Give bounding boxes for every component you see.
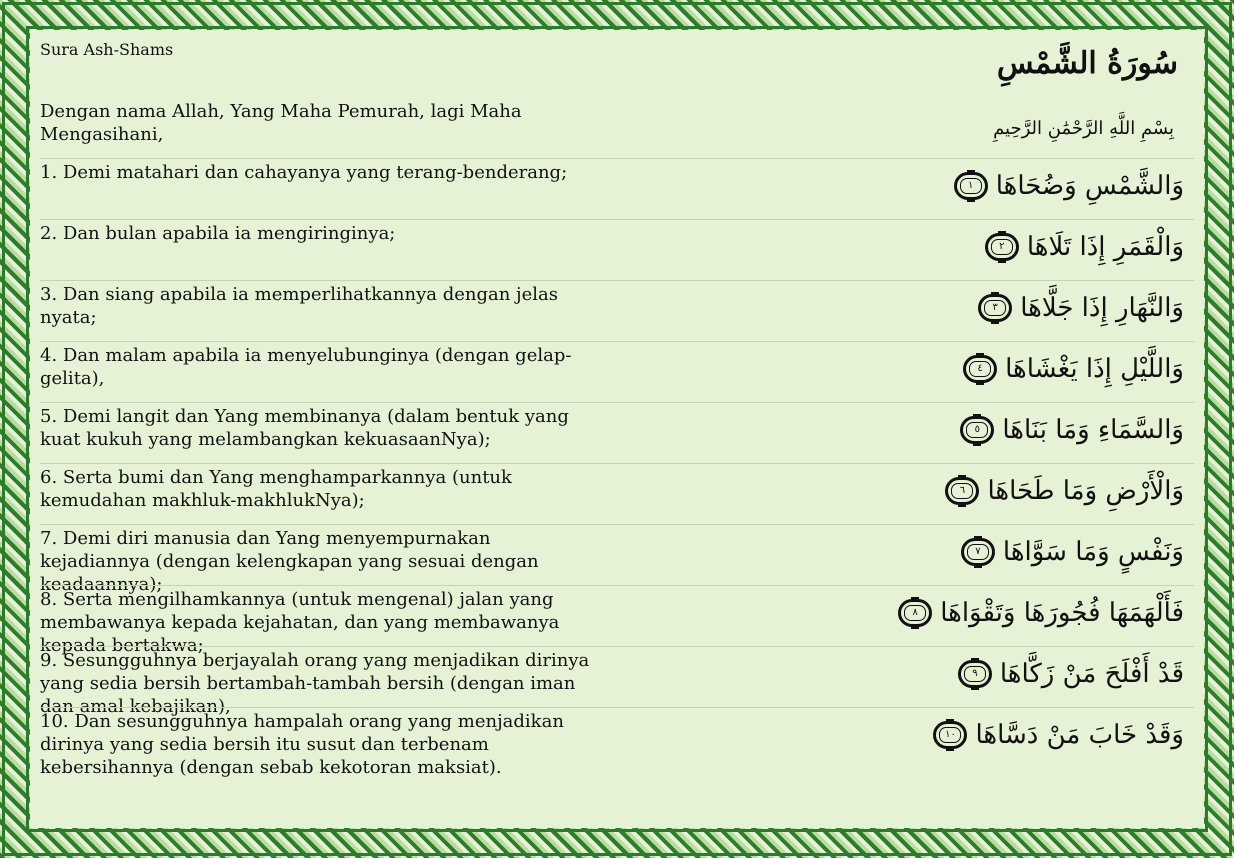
verse-arabic-text: وَاللَّيْلِ إِذَا يَغْشَاهَا xyxy=(1005,354,1184,384)
ayah-number: ٣ xyxy=(984,300,1006,316)
verse-translation: 9. Sesungguhnya berjayalah orang yang menjadikan dirinya yang sedia bersih bertambah-tambah bersih (dengan iman dan amal kebajikan), xyxy=(40,650,590,717)
ayah-number: ٨ xyxy=(904,605,926,621)
verse-arabic xyxy=(963,354,1184,384)
verse-row xyxy=(40,707,1194,778)
verse-translation: 1. Demi matahari dan cahayanya yang terang-benderang; xyxy=(40,162,568,183)
verse-list xyxy=(40,158,1194,778)
ayah-number-icon xyxy=(963,355,997,383)
verse-translation: 5. Demi langit dan Yang membinanya (dalam bentuk yang kuat kukuh yang melambangkan kekuasaanNya); xyxy=(40,406,569,450)
verse-row xyxy=(40,524,1194,595)
verse-row xyxy=(40,646,1194,717)
ayah-number: ٢ xyxy=(991,239,1013,255)
verse-arabic-text: فَأَلْهَمَهَا فُجُورَهَا وَتَقْوَاهَا xyxy=(940,598,1184,628)
verse-arabic-text: وَالنَّهَارِ إِذَا جَلَّاهَا xyxy=(1020,293,1184,323)
ayah-number: ١ xyxy=(960,178,982,194)
ayah-number: ٧ xyxy=(967,544,989,560)
verse-translation: 8. Serta mengilhamkannya (untuk mengenal) jalan yang membawanya kepada kejahatan, dan yang membawanya kepada bertakwa; xyxy=(40,589,560,656)
ayah-number: ٦ xyxy=(951,483,973,499)
verse-arabic xyxy=(960,415,1184,445)
ayah-number-icon xyxy=(898,599,932,627)
verse-arabic xyxy=(945,476,1184,506)
verse-translation: 4. Dan malam apabila ia menyelubunginya (dengan gelap-gelita), xyxy=(40,345,572,389)
verse-arabic xyxy=(985,232,1184,262)
ayah-number-icon xyxy=(978,294,1012,322)
verse-arabic-text: وَالسَّمَاءِ وَمَا بَنَاهَا xyxy=(1002,415,1184,445)
verse-row xyxy=(40,280,1194,341)
verse-arabic-text: قَدْ أَفْلَحَ مَنْ زَكَّاهَا xyxy=(999,659,1184,689)
verse-row xyxy=(40,402,1194,463)
ayah-number-icon xyxy=(954,172,988,200)
ayah-number: ١٠ xyxy=(939,727,961,743)
ayah-number: ٤ xyxy=(969,361,991,377)
verse-translation: 3. Dan siang apabila ia memperlihatkannya dengan jelas nyata; xyxy=(40,284,559,328)
verse-translation: 2. Dan bulan apabila ia mengiringinya; xyxy=(40,223,396,244)
verse-row xyxy=(40,341,1194,402)
verse-arabic-text: وَالشَّمْسِ وَضُحَاهَا xyxy=(995,171,1184,201)
verse-arabic xyxy=(898,598,1184,628)
ayah-number: ٩ xyxy=(964,666,986,682)
ayah-number: ٥ xyxy=(966,422,988,438)
verse-row xyxy=(40,463,1194,524)
bismillah-arabic: بِسْمِ اللَّهِ الرَّحْمَٰنِ الرَّحِيمِ xyxy=(993,118,1174,139)
sura-content xyxy=(40,38,1194,818)
verse-row xyxy=(40,585,1194,656)
verse-translation: 6. Serta bumi dan Yang menghamparkannya (untuk kemudahan makhluk-makhlukNya); xyxy=(40,467,512,511)
verse-arabic-text: وَقَدْ خَابَ مَنْ دَسَّاهَا xyxy=(975,720,1184,750)
ayah-number-icon xyxy=(985,233,1019,261)
verse-arabic xyxy=(958,659,1184,689)
verse-translation: 7. Demi diri manusia dan Yang menyempurnakan kejadiannya (dengan kelengkapan yang sesuai dengan keadaannya); xyxy=(40,528,539,595)
verse-arabic-text: وَالْقَمَرِ إِذَا تَلَاهَا xyxy=(1026,232,1184,262)
bismillah-translation: Dengan nama Allah, Yang Maha Pemurah, lagi Maha Mengasihani, xyxy=(40,101,522,145)
verse-arabic xyxy=(954,171,1184,201)
ayah-number-icon xyxy=(933,721,967,749)
verse-row xyxy=(40,219,1194,280)
verse-row xyxy=(40,158,1194,219)
verse-arabic-text: وَنَفْسٍ وَمَا سَوَّاهَا xyxy=(1002,537,1184,567)
verse-arabic xyxy=(978,293,1184,323)
verse-translation: 10. Dan sesungguhnya hampalah orang yang menjadikan dirinya yang sedia bersih itu susut dan terbenam kebersihannya (dengan sebab kekotoran maksiat). xyxy=(40,711,564,778)
sura-arabic-title: سُورَةُ الشَّمْسِ xyxy=(996,46,1178,81)
verse-arabic-text: وَالْأَرْضِ وَمَا طَحَاهَا xyxy=(987,476,1184,506)
sura-title: Sura Ash-Shams xyxy=(40,40,174,59)
verse-arabic xyxy=(961,537,1184,567)
sura-header xyxy=(40,38,1194,100)
ayah-number-icon xyxy=(960,416,994,444)
verse-arabic xyxy=(933,720,1184,750)
ayah-number-icon xyxy=(961,538,995,566)
ayah-number-icon xyxy=(945,477,979,505)
ayah-number-icon xyxy=(958,660,992,688)
bismillah-row xyxy=(40,100,1194,158)
